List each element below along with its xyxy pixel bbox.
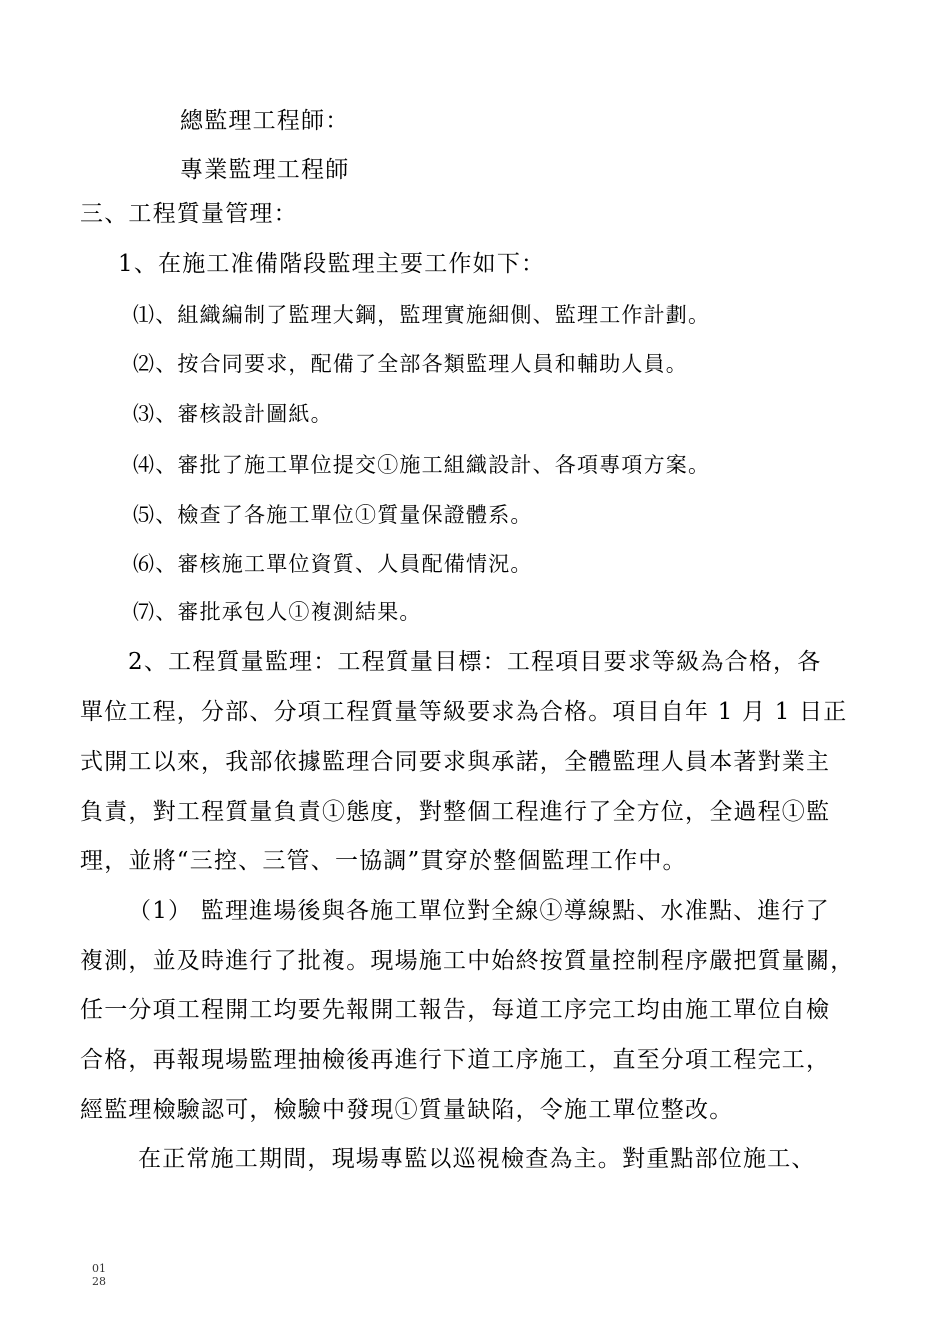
paragraph-line: 2、工程質量監理：工程質量目標：工程項目要求等級為合格，各 — [128, 649, 822, 675]
paragraph-line: 複測，並及時進行了批複。現場施工中始終按質量控制程序嚴把質量關， — [80, 948, 855, 974]
list-item: ⑶、審核設計圖紙。 — [133, 402, 333, 426]
paragraph-line: 式開工以來，我部依據監理合同要求與承諾，全體監理人員本著對業主 — [80, 749, 831, 775]
paragraph-line: 合格，再報現場監理抽檢後再進行下道工序施工，直至分項工程完工， — [80, 1047, 831, 1073]
list-item: ⑺、審批承包人①複測結果。 — [133, 600, 422, 624]
footer-text: 28 — [92, 1275, 106, 1288]
text-line: 總監理工程師： — [180, 108, 350, 134]
paragraph-line: 在正常施工期間，現場專監以巡視檢查為主。對重點部位施工、 — [138, 1146, 816, 1172]
text-line: 專業監理工程師 — [180, 157, 350, 183]
list-item: ⑹、審核施工單位資質、人員配備情況。 — [133, 552, 533, 576]
paragraph-line: 負責，對工程質量負責①態度，對整個工程進行了全方位，全過程①監 — [80, 799, 831, 825]
list-item: ⑸、檢查了各施工單位①質量保證體系。 — [133, 503, 533, 527]
paragraph-line: 單位工程，分部、分項工程質量等級要求為合格。項目自年 1 月 1 日正 — [80, 699, 848, 725]
subsection-heading: 1、在施工准備階段監理主要工作如下： — [118, 251, 546, 277]
list-item: ⑷、審批了施工單位提交①施工組織設計、各項專項方案。 — [133, 453, 711, 477]
paragraph-line: 經監理檢驗認可，檢驗中發現①質量缺陷，令施工單位整改。 — [80, 1097, 734, 1123]
list-item: ⑵、按合同要求，配備了全部各類監理人員和輔助人員。 — [133, 352, 688, 376]
paragraph-line: （1） 監理進場後與各施工單位對全線①導線點、水准點、進行了 — [128, 898, 830, 924]
paragraph-line: 任一分項工程開工均要先報開工報告，每道工序完工均由施工單位自檢 — [80, 997, 831, 1023]
section-heading: 三、工程質量管理： — [80, 201, 298, 227]
list-item: ⑴、組織編制了監理大鋼，監理實施細側、監理工作計劃。 — [133, 303, 711, 327]
paragraph-line: 理，並將“三控、三管、一協調”貫穿於整個監理工作中。 — [80, 848, 687, 874]
footer-text: 01 — [92, 1262, 106, 1275]
